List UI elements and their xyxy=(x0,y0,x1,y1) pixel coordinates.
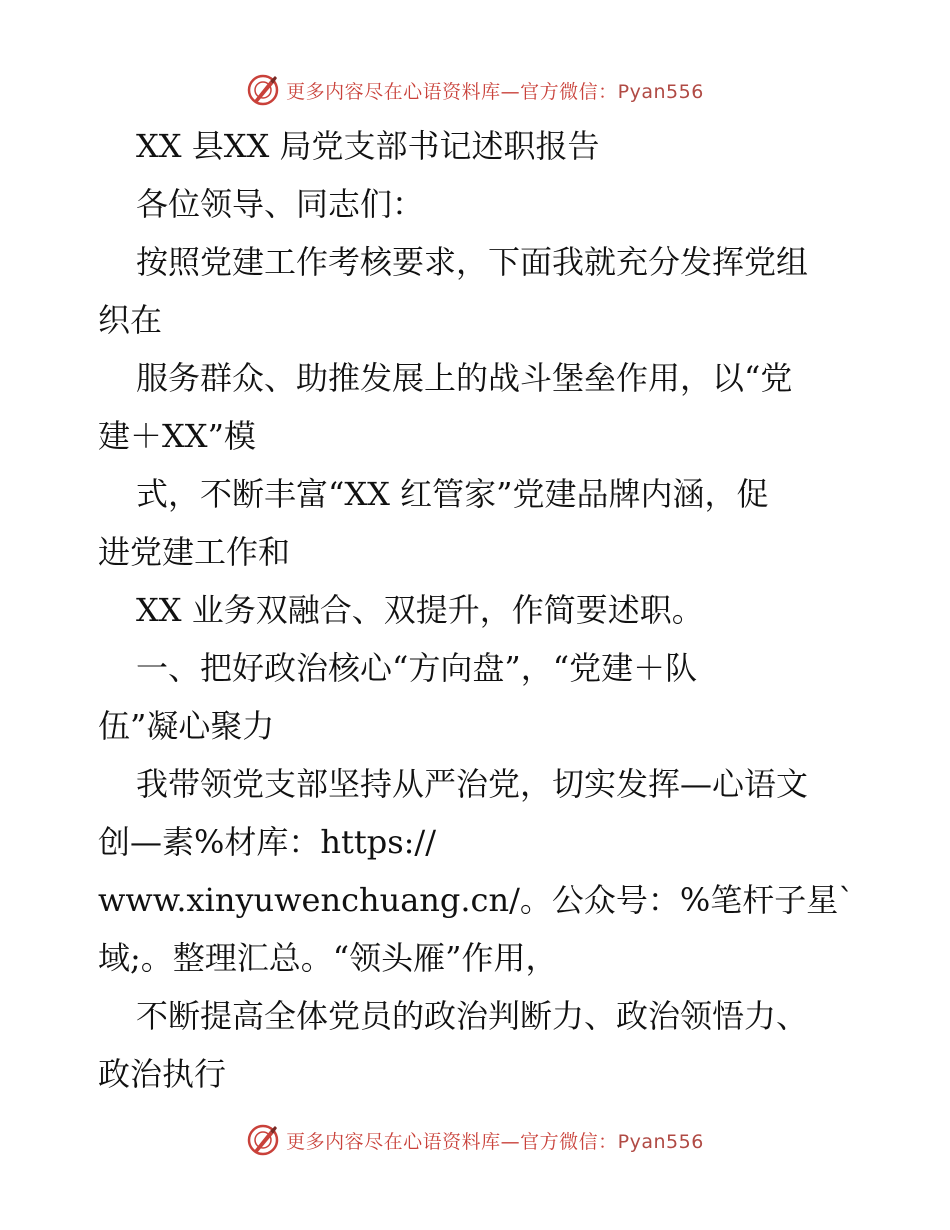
text-line: 创—素%材库：https:// xyxy=(98,823,436,861)
text-line: XX 县XX 局党支部书记述职报告 xyxy=(136,127,600,165)
watermark-text: 更多内容尽在心语资料库—官方微信：Pyan556 xyxy=(286,1130,704,1153)
text-line: 进党建工作和 xyxy=(98,533,291,571)
text-line: 伍”凝心聚力 xyxy=(98,707,275,745)
text-line: 式，不断丰富“XX 红管家”党建品牌内涵，促 xyxy=(136,475,769,513)
quill-pen-seal-icon xyxy=(246,1123,280,1157)
quill-pen-seal-icon xyxy=(246,73,280,107)
document-body xyxy=(98,117,858,1103)
text-line: 按照党建工作考核要求，下面我就充分发挥党组 xyxy=(136,243,809,281)
watermark-text: 更多内容尽在心语资料库—官方微信：Pyan556 xyxy=(286,80,704,103)
watermark-banner-top xyxy=(0,70,950,110)
text-line: 织在 xyxy=(98,301,163,339)
text-line: 政治执行 xyxy=(98,1055,227,1093)
text-line: XX 业务双融合、双提升，作简要述职。 xyxy=(136,591,704,629)
text-line: 不断提高全体党员的政治判断力、政治领悟力、 xyxy=(136,997,809,1035)
text-line: 域;。整理汇总。“领头雁”作用， xyxy=(98,939,558,977)
text-line: 服务群众、助推发展上的战斗堡垒作用，以“党 xyxy=(136,359,793,397)
wechat-id: Pyan556 xyxy=(617,1130,704,1153)
wechat-id: Pyan556 xyxy=(617,80,704,103)
text-line: 建＋XX”模 xyxy=(98,417,256,455)
text-line: www.xinyuwenchuang.cn/。公众号：%笔杆子星` xyxy=(98,881,855,919)
watermark-banner-bottom xyxy=(0,1120,950,1160)
text-line: 各位领导、同志们： xyxy=(136,185,425,223)
text-line: 我带领党支部坚持从严治党，切实发挥—心语文 xyxy=(136,765,809,803)
text-line: 一、把好政治核心“方向盘”，“党建＋队 xyxy=(136,649,698,687)
